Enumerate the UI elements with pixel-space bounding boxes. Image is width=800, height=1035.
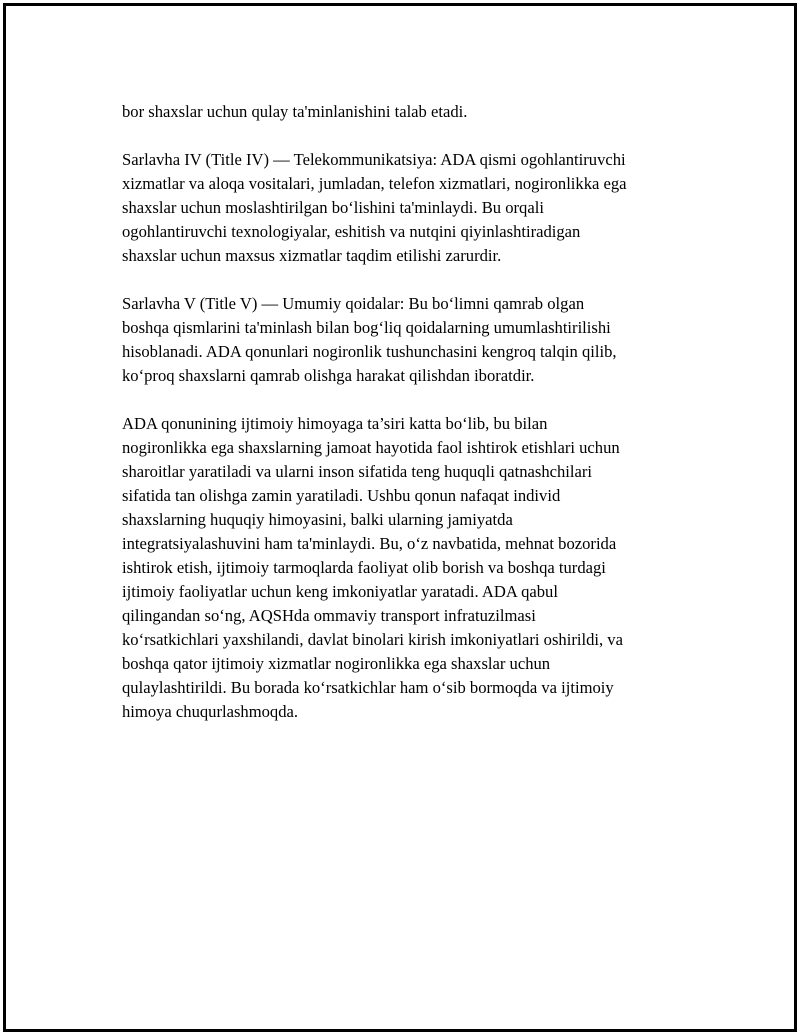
paragraph bbox=[122, 412, 694, 724]
text-line: ishtirok etish, ijtimoiy tarmoqlarda faoliyat olib borish va boshqa turdagi bbox=[122, 558, 606, 577]
paragraph bbox=[122, 292, 694, 388]
text-line: boshqa qator ijtimoiy xizmatlar nogironlikka ega shaxslar uchun bbox=[122, 654, 551, 673]
text-line: himoya chuqurlashmoqda. bbox=[122, 702, 299, 721]
text-line: Sarlavha V (Title V) — Umumiy qoidalar: Bu bo‘limni qamrab olgan bbox=[122, 294, 585, 313]
text-line: shaxslarning huquqiy himoyasini, balki ularning jamiyatda bbox=[122, 510, 513, 529]
text-line: ADA qonunining ijtimoiy himoyaga ta’siri katta bo‘lib, bu bilan bbox=[122, 414, 548, 433]
paragraph bbox=[122, 148, 694, 268]
text-line: nogironlikka ega shaxslarning jamoat hayotida faol ishtirok etishlari uchun bbox=[122, 438, 620, 457]
page-frame bbox=[3, 3, 797, 1032]
text-line: ko‘proq shaxslarni qamrab olishga harakat qilishdan iboratdir. bbox=[122, 366, 535, 385]
text-line: xizmatlar va aloqa vositalari, jumladan, telefon xizmatlari, nogironlikka ega bbox=[122, 174, 627, 193]
text-line: qulaylashtirildi. Bu borada ko‘rsatkichlar ham o‘sib bormoqda va ijtimoiy bbox=[122, 678, 614, 697]
text-line: bor shaxslar uchun qulay ta'minlanishini talab etadi. bbox=[122, 102, 468, 121]
text-line: shaxslar uchun maxsus xizmatlar taqdim etilishi zarurdir. bbox=[122, 246, 502, 265]
paragraph bbox=[122, 100, 694, 124]
text-line: ko‘rsatkichlari yaxshilandi, davlat binolari kirish imkoniyatlari oshirildi, va bbox=[122, 630, 623, 649]
text-line: qilingandan so‘ng, AQSHda ommaviy transport infratuzilmasi bbox=[122, 606, 536, 625]
text-line: ogohlantiruvchi texnologiyalar, eshitish va nutqini qiyinlashtiradigan bbox=[122, 222, 581, 241]
text-line: shaxslar uchun moslashtirilgan bo‘lishini ta'minlaydi. Bu orqali bbox=[122, 198, 544, 217]
text-line: sifatida tan olishga zamin yaratiladi. Ushbu qonun nafaqat individ bbox=[122, 486, 561, 505]
text-line: hisoblanadi. ADA qonunlari nogironlik tushunchasini kengroq talqin qilib, bbox=[122, 342, 617, 361]
text-line: sharoitlar yaratiladi va ularni inson sifatida teng huquqli qatnashchilari bbox=[122, 462, 593, 481]
text-line: ijtimoiy faoliyatlar uchun keng imkoniyatlar yaratadi. ADA qabul bbox=[122, 582, 558, 601]
document-body bbox=[122, 100, 694, 748]
text-line: boshqa qismlarini ta'minlash bilan bog‘liq qoidalarning umumlashtirilishi bbox=[122, 318, 611, 337]
text-line: integratsiyalashuvini ham ta'minlaydi. Bu, o‘z navbatida, mehnat bozorida bbox=[122, 534, 617, 553]
text-line: Sarlavha IV (Title IV) — Telekommunikatsiya: ADA qismi ogohlantiruvchi bbox=[122, 150, 626, 169]
